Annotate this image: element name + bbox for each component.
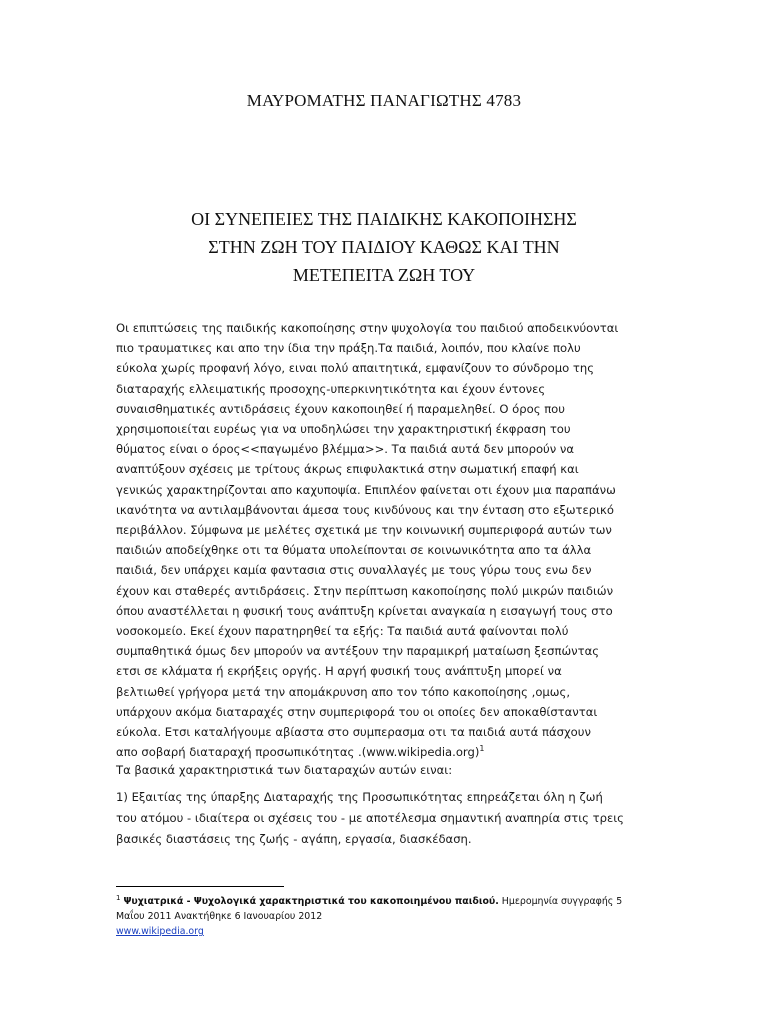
paragraph-characteristics-intro: Τα βασικά χαρακτηριστικά των διαταραχών αυτών ειναι: — [116, 763, 453, 777]
title-line: ΣΤΗΝ ΖΩΗ ΤΟΥ ΠΑΙΔΙΟΥ ΚΑΘΩΣ ΚΑΙ ΤΗΝ — [208, 237, 560, 257]
text-line: έχουν και σταθερές αντιδράσεις. Στην περίπτωση κακοποίησης πολύ μικρών παιδιών — [116, 583, 614, 598]
text-line: παιδιών αποδείχθηκε οτι τα θύματα υπολείπονται σε κοινωνικότητα απο τα άλλα — [116, 543, 592, 558]
text-line: εύκολα χωρίς προφανή λόγο, ειναι πολύ απαιτητικά, εμφανίζουν το σύνδρομο της — [116, 361, 595, 376]
text-line: 1) Εξαιτίας της ύπαρξης Διαταραχής της Προσωπικότητας επηρεάζεται όλη η ζωή — [116, 790, 603, 804]
footnote-separator — [116, 886, 284, 887]
text-line: συναισθηματικές αντιδράσεις έχουν κακοποιηθεί ή παραμεληθεί. Ο όρος που — [116, 401, 565, 416]
footnote-line — [116, 891, 656, 909]
text-line: περιβάλλον. Σύμφωνα με μελέτες σχετικά με την κοινωνική συμπεριφορά αυτών των — [116, 523, 612, 538]
text-line: Οι επιπτώσεις της παιδικής κακοποίησης στην ψυχολογία του παιδιού αποδεικνύονται — [116, 321, 619, 335]
text-line: παιδιά, δεν υπάρχει καμία φαντασια στις συναλλαγές με τους γύρω τους ενω δεν — [116, 563, 592, 578]
text-line: γενικώς χαρακτηρίζονται απο καχυποψία. Επιπλέον φαίνεται οτι έχουν μια παραπάνω — [116, 482, 616, 497]
footnote-link[interactable]: www.wikipedia.org — [116, 926, 204, 938]
text-line: πιο τραυματικες και απο την ίδια την πράξη.Τα παιδιά, λοιπόν, που κλαίνε πολυ — [116, 341, 581, 356]
footnote-number: 1 — [116, 894, 121, 902]
footnote-line: Μαΐου 2011 Ανακτήθηκε 6 Ιανουαρίου 2012 — [116, 911, 323, 923]
text-line: βελτιωθεί γρήγορα μετά την απομάκρυνση απο τον τόπο κακοποίησης ,ομως, — [116, 684, 571, 699]
text-line: διαταραχής ελλειματικής προσοχης-υπερκινητικότητα και έχουν έντονες — [116, 381, 546, 396]
document-title — [100, 205, 668, 289]
footnote-source-title: Ψυχιατρικά - Ψυχολογικά χαρακτηριστικά του κακοποιημένου παιδιού. — [123, 896, 499, 908]
text-line: εύκολα. Ετσι καταλήγουμε αβίαστα στο συμπερασμα οτι τα παιδιά αυτά πάσχουν — [116, 725, 591, 740]
text-line: όπου αναστέλλεται η φυσική τους ανάπτυξη κρίνεται αναγκαία η εισαγωγή τους στο — [116, 603, 613, 618]
text-line: συμπαθητικά όμως δεν μπορούν να αντέξουν την παραμικρή ματαίωση ξεσπώντας — [116, 644, 600, 659]
text-line: χρησιμοποιείται ευρέως για να υποδηλώσει την χαρακτηριστική έκφραση του — [116, 422, 571, 437]
paragraph-point-1 — [116, 787, 652, 850]
author-line: ΜΑΥΡΟΜΑΤΗΣ ΠΑΝΑΓΙΩΤΗΣ 4783 — [246, 91, 522, 110]
title-line: ΟΙ ΣΥΝΕΠΕΙΕΣ ΤΗΣ ΠΑΙΔΙΚΗΣ ΚΑΚΟΠΟΙΗΣΗΣ — [191, 209, 577, 229]
footnote-line — [116, 924, 656, 939]
text-line: απο σοβαρή διαταραχή προσωπικότητας .(www.wikipedia.org) — [116, 745, 480, 760]
footnote-reference[interactable]: 1 — [479, 744, 485, 754]
paragraph-main — [116, 318, 652, 762]
text-line: ετσι σε κλάματα ή εκρήξεις οργής. Η αργή φυσική τους ανάπτυξη μπορεί να — [116, 664, 562, 679]
text-line: ικανότητα να αντιλαμβάνονται άμεσα τους κινδύνους και την ένταση στο εξωτερικό — [116, 502, 614, 517]
footnote-text: Ημερομηνία συγγραφής 5 — [498, 896, 623, 908]
text-line: του ατόμου - ιδιαίτερα οι σχέσεις του - με αποτέλεσμα σημαντική αναπηρία στις τρεις — [116, 811, 624, 825]
text-line: νοσοκομείο. Εκεί έχουν παρατηρηθεί τα εξής: Τα παιδιά αυτά φαίνονται πολύ — [116, 624, 569, 639]
text-line: υπάρχουν ακόμα διαταραχές στην συμπεριφορά του οι οποίες δεν αποκαθίστανται — [116, 704, 598, 719]
title-line: ΜΕΤΕΠΕΙΤΑ ΖΩΗ ΤΟΥ — [292, 265, 476, 285]
text-line: θύματος είναι ο όρος<<παγωμένο βλέμμα>>. Τα παιδιά αυτά δεν μπορούν να — [116, 442, 575, 457]
text-line: βασικές διαστάσεις της ζωής - αγάπη, εργασία, διασκέδαση. — [116, 832, 472, 846]
text-line: αναπτύξουν σχέσεις με τρίτους άκρως επιφυλακτικά στην σωματική επαφή και — [116, 462, 579, 477]
footnote — [116, 891, 656, 939]
